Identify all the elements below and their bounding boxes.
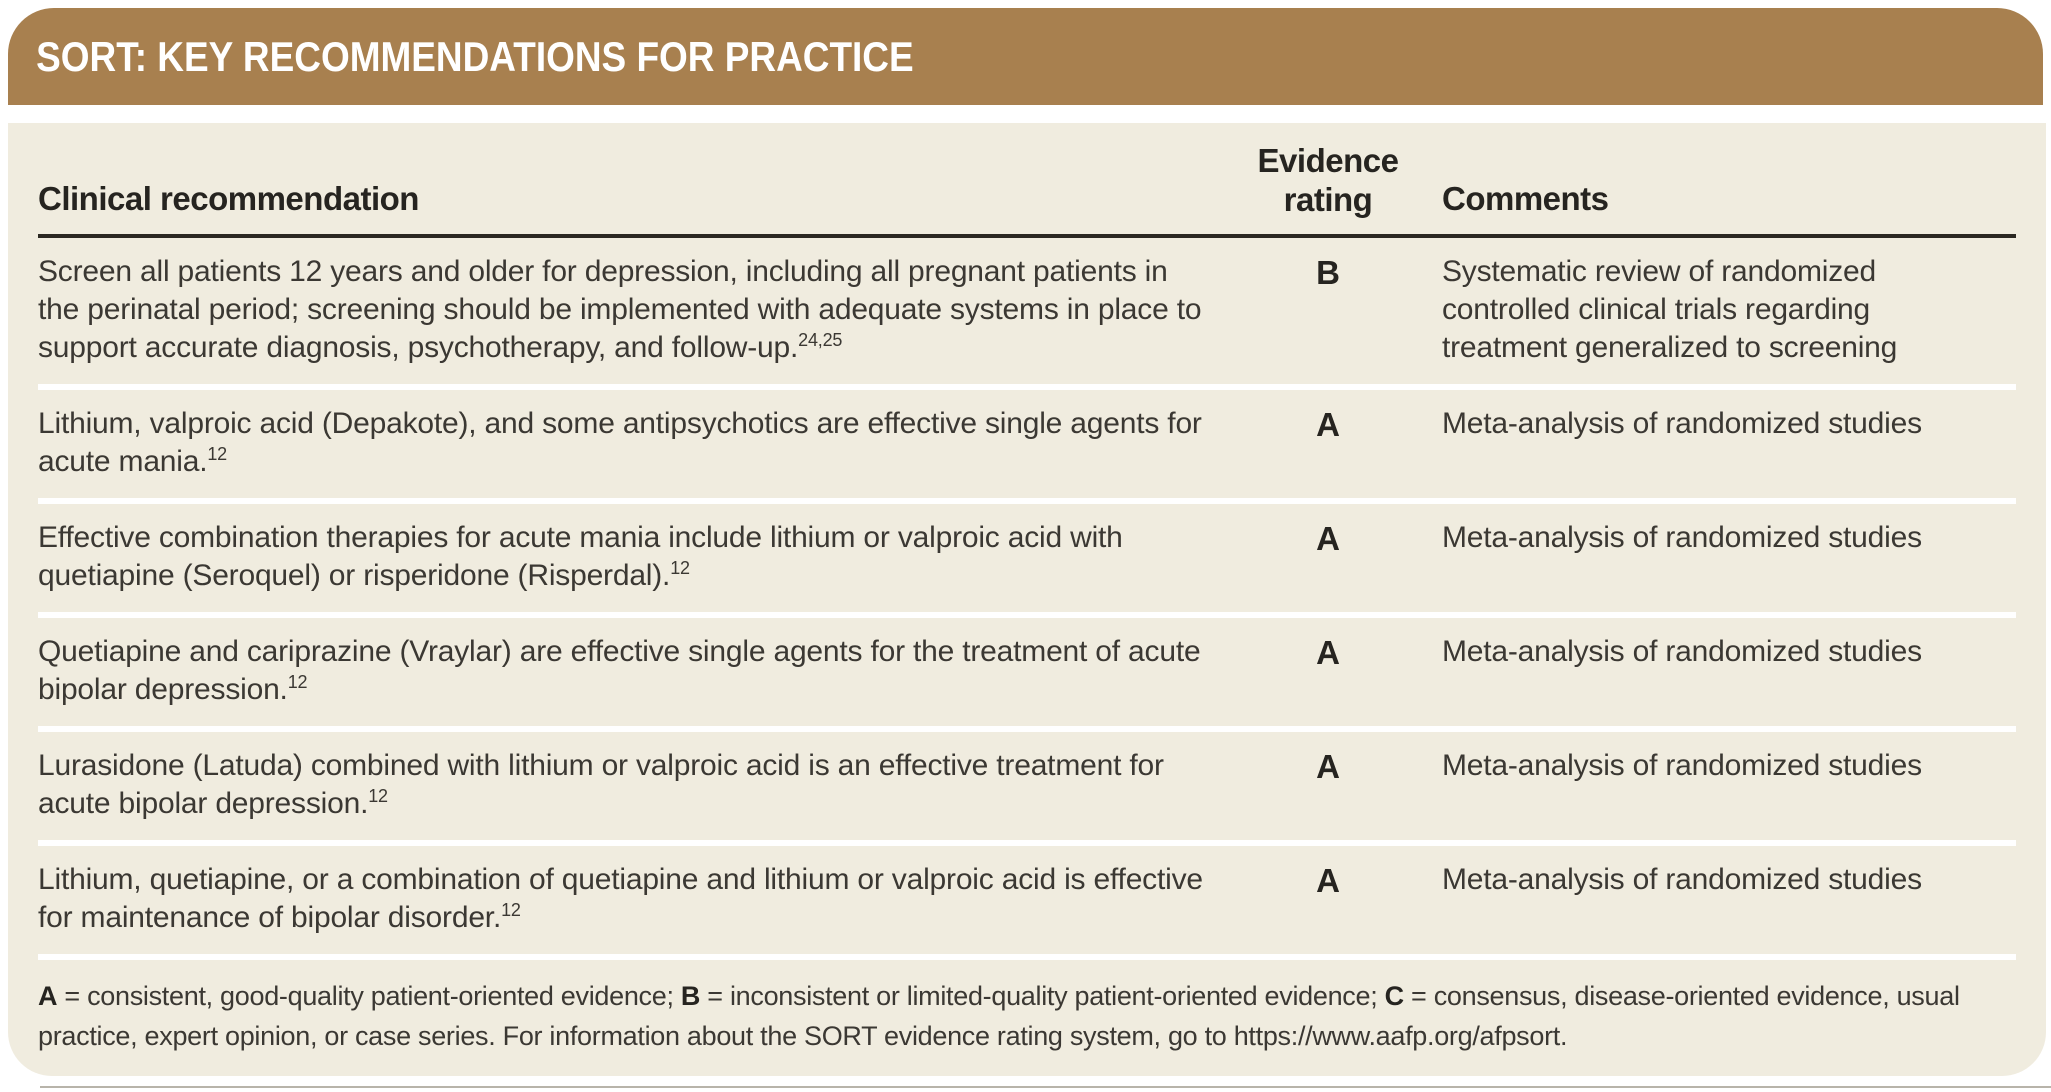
comments-cell bbox=[1428, 861, 2016, 937]
sort-legend-footnote bbox=[38, 960, 2016, 1056]
sort-table-card bbox=[8, 123, 2046, 1076]
recommendation-cell bbox=[38, 747, 1228, 823]
column-header-clinical-recommendation: Clinical recommendation bbox=[38, 180, 419, 217]
table-row bbox=[38, 390, 2016, 498]
page-bottom-rule bbox=[40, 1086, 2051, 1088]
table-row bbox=[38, 238, 2016, 384]
comment-text: Meta-analysis of randomized studies bbox=[1442, 863, 1922, 896]
comment-text: Meta-analysis of randomized studies bbox=[1442, 749, 1922, 782]
comments-cell bbox=[1428, 519, 2016, 595]
evidence-rating-cell: B bbox=[1316, 254, 1340, 291]
recommendation-text: Lithium, valproic acid (Depakote), and some antipsychotics are effective single agents for acute mania. bbox=[38, 407, 1202, 478]
recommendation-text: Quetiapine and cariprazine (Vraylar) are effective single agents for the treatment of acute bipolar depression. bbox=[38, 635, 1201, 706]
reference-superscript: 12 bbox=[670, 558, 690, 578]
recommendation-text: Lurasidone (Latuda) combined with lithium or valproic acid is an effective treatment for acute bipolar depression. bbox=[38, 749, 1164, 820]
comments-cell bbox=[1428, 747, 2016, 823]
reference-superscript: 12 bbox=[501, 900, 521, 920]
reference-superscript: 12 bbox=[207, 444, 227, 464]
table-row bbox=[38, 504, 2016, 612]
comments-cell bbox=[1428, 253, 2016, 367]
comment-text: Systematic review of randomized controlled clinical trials regarding treatment generalized to screening bbox=[1442, 255, 1898, 364]
comment-text: Meta-analysis of randomized studies bbox=[1442, 407, 1922, 440]
evidence-rating-cell: A bbox=[1316, 520, 1340, 557]
comment-text: Meta-analysis of randomized studies bbox=[1442, 635, 1922, 668]
evidence-rating-cell: A bbox=[1316, 406, 1340, 443]
table-row bbox=[38, 732, 2016, 840]
rating-b-definition: = inconsistent or limited-quality patient-oriented evidence; bbox=[700, 981, 1385, 1011]
comment-text: Meta-analysis of randomized studies bbox=[1442, 521, 1922, 554]
rating-c-label: C bbox=[1384, 981, 1404, 1011]
reference-superscript: 24,25 bbox=[798, 330, 843, 350]
rating-a-definition: = consistent, good-quality patient-oriented evidence; bbox=[57, 981, 681, 1011]
rating-b-label: B bbox=[680, 981, 701, 1011]
table-row bbox=[38, 618, 2016, 726]
reference-superscript: 12 bbox=[368, 786, 388, 806]
evidence-rating-cell: A bbox=[1316, 634, 1340, 671]
table-title: SORT: KEY RECOMMENDATIONS FOR PRACTICE bbox=[36, 32, 914, 80]
column-header-evidence-rating: Evidence rating bbox=[1257, 142, 1399, 219]
table-header-row bbox=[38, 123, 2016, 234]
reference-superscript: 12 bbox=[287, 672, 308, 692]
comments-cell bbox=[1428, 405, 2016, 481]
recommendation-text: Effective combination therapies for acute mania include lithium or valproic acid with quetiapine (Seroquel) or risperidone (Risperdal). bbox=[38, 521, 1123, 592]
rating-a-label: A bbox=[38, 981, 58, 1011]
recommendation-cell bbox=[38, 861, 1228, 937]
recommendation-cell bbox=[38, 405, 1228, 481]
evidence-rating-cell: A bbox=[1316, 862, 1340, 899]
table-title-bar bbox=[8, 8, 2043, 105]
recommendation-cell bbox=[38, 253, 1228, 367]
recommendation-cell bbox=[38, 633, 1228, 709]
recommendation-cell bbox=[38, 519, 1228, 595]
comments-cell bbox=[1428, 633, 2016, 709]
evidence-rating-cell: A bbox=[1316, 748, 1340, 785]
rating-c-definition: = consensus, disease-oriented evidence, usual practice, expert opinion, or case series. For information about the SORT evidence rating system, go to https://www.aafp.org/afpsort. bbox=[38, 981, 1960, 1051]
recommendation-text: Lithium, quetiapine, or a combination of quetiapine and lithium or valproic acid is effective for maintenance of bipolar disorder. bbox=[38, 863, 1203, 934]
table-row bbox=[38, 846, 2016, 954]
column-header-comments: Comments bbox=[1442, 180, 1609, 217]
recommendation-text: Screen all patients 12 years and older for depression, including all pregnant patients in the perinatal period; screening should be implemented with adequate systems in place to support accurate diagnosis, psychotherapy, and follow-up. bbox=[38, 255, 1202, 364]
